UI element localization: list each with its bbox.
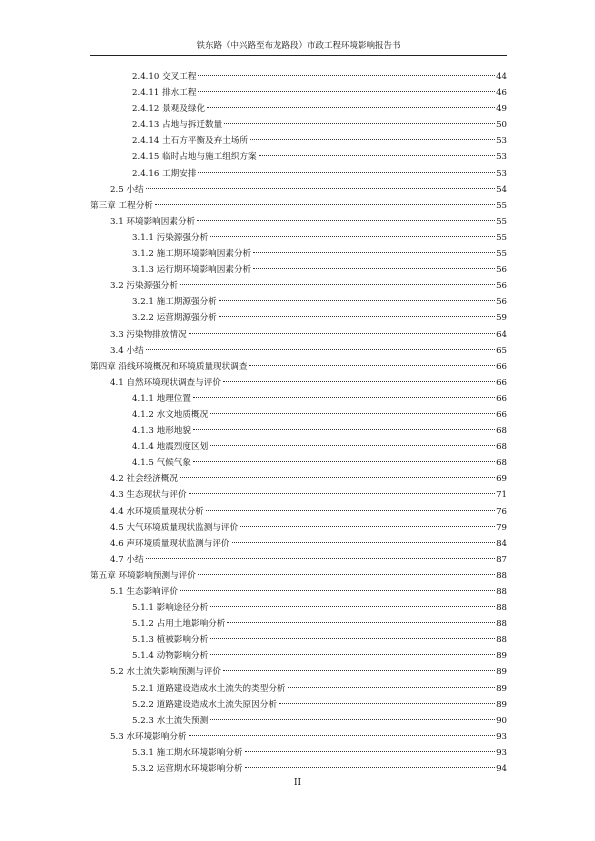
- dot-leader: [198, 172, 495, 173]
- dot-leader: [210, 638, 495, 639]
- dot-leader: [198, 91, 495, 92]
- dot-leader: [210, 236, 495, 237]
- toc-entry-page: 79: [496, 522, 507, 533]
- toc-entry-page: 56: [496, 265, 507, 276]
- toc-entry[interactable]: [90, 69, 507, 85]
- toc-entry-title: 3.1 环境影响因素分析: [110, 216, 196, 227]
- toc-entry[interactable]: [90, 504, 507, 520]
- toc-entry-page: 56: [496, 297, 507, 308]
- toc-entry-page: 89: [496, 699, 507, 710]
- toc-entry-title: 2.5 小结: [110, 184, 144, 195]
- toc-entry[interactable]: [90, 487, 507, 503]
- toc-entry-title: 5.2.1 道路建设造成水土流失的类型分析: [132, 683, 286, 694]
- toc-entry[interactable]: [90, 455, 507, 471]
- toc-entry-title: 2.4.13 占地与拆迁数量: [132, 120, 223, 131]
- toc-entry-page: 89: [496, 683, 507, 694]
- toc-entry-title: 2.4.11 排水工程: [132, 88, 197, 99]
- toc-entry-title: 4.1.4 地震烈度区划: [132, 442, 209, 453]
- toc-entry-title: 3.1.3 运行期环境影响因素分析: [132, 265, 252, 276]
- dot-leader: [232, 542, 496, 543]
- toc-entry-title: 4.2 社会经济概况: [110, 474, 178, 485]
- dot-leader: [193, 397, 495, 398]
- dot-leader: [193, 461, 495, 462]
- toc-entry-page: 54: [496, 184, 507, 195]
- toc-entry-page: 66: [496, 393, 507, 404]
- dot-leader: [245, 751, 496, 752]
- dot-leader: [253, 252, 495, 253]
- toc-entry[interactable]: [90, 439, 507, 455]
- toc-entry[interactable]: [90, 262, 507, 278]
- dot-leader: [210, 719, 495, 720]
- page-number: II: [293, 778, 302, 788]
- toc-entry-title: 5.1.1 影响途径分析: [132, 603, 209, 614]
- dot-leader: [253, 268, 495, 269]
- dot-leader: [288, 687, 496, 688]
- dot-leader: [245, 767, 496, 768]
- toc-entry[interactable]: [90, 681, 507, 697]
- toc-entry-title: 5.2.3 水土流失预测: [132, 715, 209, 726]
- toc-entry[interactable]: [90, 552, 507, 568]
- toc-entry-page: 94: [496, 764, 507, 775]
- toc-entry-title: 3.4 小结: [110, 345, 144, 356]
- dot-leader: [189, 333, 496, 334]
- toc-entry[interactable]: [90, 600, 507, 616]
- toc-entry-page: 55: [496, 216, 507, 227]
- dot-leader: [223, 381, 495, 382]
- dot-leader: [219, 300, 495, 301]
- toc-entry-title: 2.4.16 工期安排: [132, 168, 197, 179]
- toc-entry-page: 66: [496, 377, 507, 388]
- dot-leader: [180, 590, 495, 591]
- toc-entry[interactable]: [90, 343, 507, 359]
- toc-entry[interactable]: [90, 101, 507, 117]
- dot-leader: [206, 510, 495, 511]
- toc-entry-title: 5.3.2 运营期水环境影响分析: [132, 764, 243, 775]
- toc-entry-page: 50: [496, 120, 507, 131]
- dot-leader: [219, 316, 495, 317]
- toc-entry-title: 4.1.1 地理位置: [132, 393, 191, 404]
- toc-entry-title: 3.2 污染源强分析: [110, 281, 178, 292]
- toc-entry-page: 89: [496, 651, 507, 662]
- toc-entry[interactable]: [90, 648, 507, 664]
- toc-entry[interactable]: [90, 214, 507, 230]
- toc-entry[interactable]: [90, 117, 507, 133]
- toc-entry-title: 5.1.4 动物影响分析: [132, 651, 209, 662]
- toc-entry-page: 76: [496, 506, 507, 517]
- dot-leader: [210, 413, 495, 414]
- dot-leader: [259, 155, 495, 156]
- toc-entry[interactable]: [90, 471, 507, 487]
- toc-entry-title: 3.1.2 施工期环境影响因素分析: [132, 249, 252, 260]
- toc-entry-title: 2.4.14 土石方平衡及弃土场所: [132, 136, 249, 147]
- toc-entry-title: 4.1.2 水文地质概况: [132, 409, 209, 420]
- toc-entry-page: 88: [496, 587, 507, 597]
- dot-leader: [146, 558, 495, 559]
- toc-entry[interactable]: [90, 182, 507, 198]
- toc-entry[interactable]: [90, 584, 507, 600]
- toc-entry-page: 71: [496, 490, 507, 501]
- dot-leader: [180, 284, 495, 285]
- toc-entry-page: 88: [496, 619, 507, 630]
- toc-entry-page: 68: [496, 442, 507, 453]
- toc-entry-title: 4.1 自然环境现状调查与评价: [110, 377, 221, 388]
- toc-entry-page: 44: [496, 72, 507, 82]
- table-of-contents: [90, 69, 507, 777]
- toc-entry-page: 46: [496, 88, 507, 99]
- toc-entry[interactable]: [90, 230, 507, 246]
- toc-entry-page: 84: [496, 538, 507, 549]
- toc-entry-title: 2.4.15 临时占地与施工组织方案: [132, 152, 257, 163]
- toc-entry-page: 53: [496, 152, 507, 163]
- toc-entry[interactable]: [90, 133, 507, 149]
- toc-entry-title: 4.5 大气环境质量现状监测与评价: [110, 522, 239, 533]
- dot-leader: [227, 622, 495, 623]
- toc-entry[interactable]: [90, 616, 507, 632]
- toc-entry-title: 2.4.10 交叉工程: [132, 72, 197, 82]
- toc-entry-title: 4.1.3 地形地貌: [132, 426, 191, 437]
- dot-leader: [155, 204, 495, 205]
- toc-entry[interactable]: [90, 85, 507, 101]
- toc-entry-title: 4.4 水环境质量现状分析: [110, 506, 204, 517]
- toc-entry[interactable]: [90, 327, 507, 343]
- toc-entry[interactable]: [90, 664, 507, 680]
- toc-entry-page: 55: [496, 200, 507, 211]
- toc-entry[interactable]: [90, 198, 507, 214]
- toc-entry[interactable]: [90, 729, 507, 745]
- toc-entry[interactable]: [90, 359, 507, 375]
- toc-entry-page: 90: [496, 715, 507, 726]
- toc-entry-page: 69: [496, 474, 507, 485]
- dot-leader: [240, 526, 495, 527]
- toc-entry-page: 56: [496, 281, 507, 292]
- toc-entry[interactable]: [90, 745, 507, 761]
- dot-leader: [193, 429, 495, 430]
- dot-leader: [197, 220, 495, 221]
- toc-entry[interactable]: [90, 713, 507, 729]
- toc-entry-page: 55: [496, 249, 507, 260]
- toc-entry[interactable]: [90, 632, 507, 648]
- dot-leader: [189, 735, 496, 736]
- toc-entry[interactable]: [90, 568, 507, 584]
- toc-entry[interactable]: [90, 246, 507, 262]
- toc-entry-page: 68: [496, 458, 507, 469]
- toc-entry-title: 4.1.5 气候气象: [132, 458, 191, 469]
- toc-entry[interactable]: [90, 697, 507, 713]
- toc-entry-title: 5.1.3 植被影响分析: [132, 635, 209, 646]
- dot-leader: [198, 574, 495, 575]
- dot-leader: [250, 139, 495, 140]
- dot-leader: [210, 606, 495, 607]
- dot-leader: [146, 349, 495, 350]
- toc-entry-title: 4.7 小结: [110, 554, 144, 565]
- toc-entry-page: 88: [496, 570, 507, 581]
- toc-entry-page: 53: [496, 168, 507, 179]
- toc-entry-title: 3.3 污染物排放情况: [110, 329, 187, 340]
- toc-entry-page: 89: [496, 667, 507, 678]
- toc-entry[interactable]: [90, 536, 507, 552]
- toc-entry-page: 55: [496, 232, 507, 243]
- toc-entry-page: 88: [496, 603, 507, 614]
- dot-leader: [180, 477, 495, 478]
- toc-entry[interactable]: [90, 407, 507, 423]
- toc-entry-title: 第五章 环境影响预测与评价: [90, 570, 196, 581]
- dot-leader: [210, 445, 495, 446]
- toc-entry-title: 5.2 水土流失影响预测与评价: [110, 667, 221, 678]
- toc-entry-page: 66: [496, 361, 507, 372]
- toc-entry-title: 3.2.1 施工期源强分析: [132, 297, 217, 308]
- toc-entry[interactable]: [90, 149, 507, 165]
- toc-entry[interactable]: [90, 520, 507, 536]
- toc-entry-title: 5.3 水环境影响分析: [110, 731, 187, 742]
- dot-leader: [249, 365, 495, 366]
- toc-entry-title: 5.1.2 占用土地影响分析: [132, 619, 226, 630]
- running-header: 铁东路（中兴路至布龙路段）市政工程环境影响报告书: [196, 41, 401, 51]
- toc-entry-title: 5.3.1 施工期水环境影响分析: [132, 747, 243, 758]
- toc-entry[interactable]: [90, 761, 507, 777]
- toc-entry[interactable]: [90, 375, 507, 391]
- toc-entry[interactable]: [90, 391, 507, 407]
- toc-entry-page: 59: [496, 313, 507, 324]
- toc-entry-title: 第四章 沿线环境概况和环境质量现状调查: [90, 361, 248, 372]
- toc-entry-page: 49: [496, 104, 507, 115]
- toc-entry[interactable]: [90, 278, 507, 294]
- toc-entry-title: 3.1.1 污染源强分析: [132, 232, 209, 243]
- toc-entry-page: 65: [496, 345, 507, 356]
- dot-leader: [198, 75, 495, 76]
- dot-leader: [279, 703, 495, 704]
- toc-entry[interactable]: [90, 423, 507, 439]
- dot-leader: [224, 123, 495, 124]
- toc-entry-title: 4.6 声环境质量现状监测与评价: [110, 538, 230, 549]
- toc-entry-page: 53: [496, 136, 507, 147]
- dot-leader: [146, 188, 495, 189]
- toc-entry[interactable]: [90, 166, 507, 182]
- dot-leader: [210, 654, 495, 655]
- dot-leader: [207, 107, 495, 108]
- toc-entry-title: 第三章 工程分析: [90, 200, 153, 211]
- toc-entry-page: 88: [496, 635, 507, 646]
- toc-entry-title: 3.2.2 运营期源强分析: [132, 313, 217, 324]
- toc-entry[interactable]: [90, 294, 507, 310]
- toc-entry-title: 5.1 生态影响评价: [110, 587, 178, 597]
- toc-entry-title: 5.2.2 道路建设造成水土流失原因分析: [132, 699, 277, 710]
- toc-entry-page: 87: [496, 554, 507, 565]
- toc-entry-page: 93: [496, 747, 507, 758]
- toc-entry-page: 93: [496, 731, 507, 742]
- toc-entry-title: 2.4.12 景观及绿化: [132, 104, 206, 115]
- toc-entry-page: 68: [496, 426, 507, 437]
- header-rule: [90, 55, 507, 56]
- dot-leader: [189, 493, 496, 494]
- toc-entry-page: 64: [496, 329, 507, 340]
- toc-entry-page: 66: [496, 409, 507, 420]
- dot-leader: [223, 670, 495, 671]
- toc-entry-title: 4.3 生态现状与评价: [110, 490, 187, 501]
- toc-entry[interactable]: [90, 310, 507, 326]
